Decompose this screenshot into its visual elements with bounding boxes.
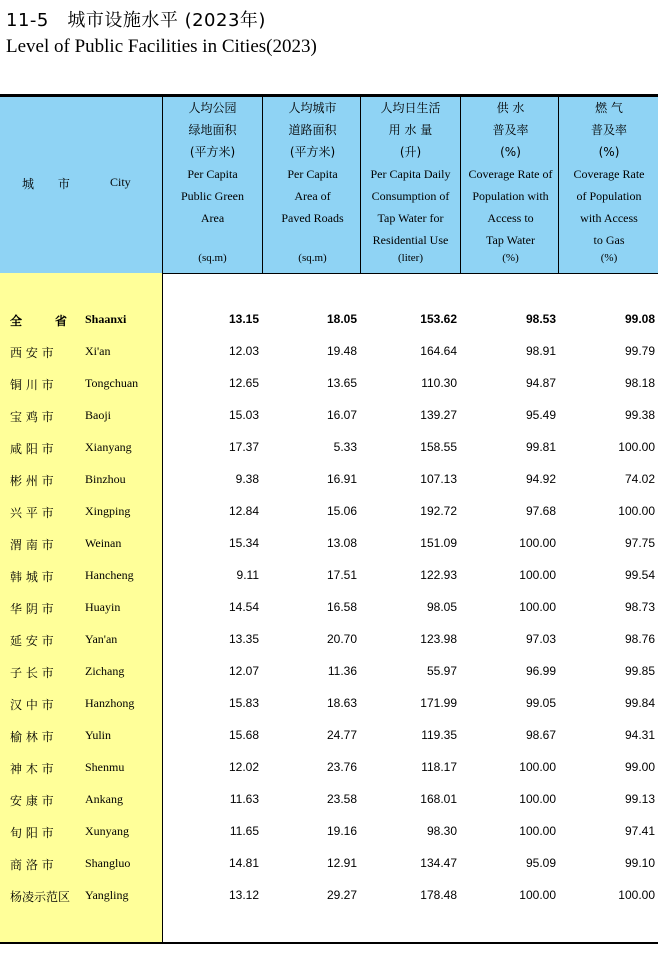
table-row — [0, 824, 658, 856]
cell-value: 18.05 — [326, 312, 357, 326]
column-header-line: Tap Water — [486, 233, 535, 247]
city-name-en: Hancheng — [85, 568, 134, 582]
table-row — [0, 504, 658, 536]
cell-value: 18.63 — [326, 696, 357, 710]
column-header-line: Consumption of — [371, 189, 450, 203]
column-header-line: (%) — [500, 145, 521, 159]
cell-value: 96.99 — [525, 664, 556, 678]
city-name-cn: 全 省 — [10, 314, 71, 328]
cell-value: 17.51 — [326, 568, 357, 582]
cell-value: 171.99 — [420, 696, 457, 710]
column-header-line: with Access — [580, 211, 638, 225]
cell-value: 11.65 — [229, 824, 259, 838]
cell-value: 110.30 — [421, 376, 457, 390]
city-name-en: Xunyang — [85, 824, 129, 838]
cell-value: 94.31 — [624, 728, 655, 742]
cell-value: 29.27 — [326, 888, 357, 902]
column-header-line: (%) — [598, 145, 620, 159]
cell-value: 24.77 — [326, 728, 357, 742]
column-header-line: Residential Use — [372, 233, 449, 247]
cell-value: 123.98 — [420, 632, 457, 646]
city-name-en: Baoji — [85, 408, 111, 422]
cell-value: 99.08 — [624, 312, 655, 326]
city-name-en: Xianyang — [85, 440, 132, 454]
column-header-line: 供 水 — [496, 101, 525, 115]
city-header — [0, 97, 162, 273]
cell-value: 98.73 — [624, 600, 655, 614]
column-header-line: (平方米) — [289, 145, 336, 159]
cell-value: 100.00 — [519, 824, 556, 838]
cell-value: 16.91 — [326, 472, 357, 486]
cell-value: 15.68 — [228, 728, 259, 742]
cell-value: 13.15 — [228, 312, 259, 326]
column-header-line: (升) — [399, 145, 422, 159]
column-header-line: Per Capita Daily — [370, 167, 451, 181]
cell-value: 97.03 — [525, 632, 556, 646]
city-name-cn: 韩 城 市 — [10, 570, 54, 584]
cell-value: 100.00 — [519, 792, 556, 806]
table-row — [0, 888, 658, 920]
column-unit: (sq.m) — [298, 252, 327, 264]
city-name-en: Yulin — [85, 728, 112, 742]
column-header-line: 人均公园 — [188, 101, 237, 115]
city-name-en: Ankang — [85, 792, 123, 806]
city-name-en: Hanzhong — [85, 696, 135, 710]
cell-value: 12.84 — [228, 504, 259, 518]
column-header-line: Per Capita — [287, 167, 338, 181]
city-name-en: Huayin — [85, 600, 121, 614]
city-name-cn: 铜 川 市 — [10, 378, 54, 392]
cell-value: 168.01 — [420, 792, 457, 806]
column-header-1 — [262, 97, 362, 273]
cell-value: 158.55 — [420, 440, 457, 454]
city-header-en: City — [110, 175, 131, 189]
cell-value: 98.76 — [624, 632, 655, 646]
city-name-en: Shangluo — [85, 856, 131, 870]
cell-value: 13.35 — [228, 632, 259, 646]
cell-value: 99.81 — [525, 440, 556, 454]
cell-value: 17.37 — [228, 440, 259, 454]
cell-value: 14.54 — [228, 600, 259, 614]
table-row — [0, 568, 658, 600]
cell-value: 100.00 — [618, 504, 655, 518]
cell-value: 9.11 — [236, 568, 259, 582]
cell-value: 107.13 — [420, 472, 457, 486]
cell-value: 99.54 — [624, 568, 655, 582]
cell-value: 55.97 — [426, 664, 457, 678]
cell-value: 98.53 — [525, 312, 556, 326]
table-row — [0, 312, 658, 344]
cell-value: 100.00 — [618, 888, 655, 902]
cell-value: 13.08 — [326, 536, 357, 550]
city-name-cn: 榆 林 市 — [10, 730, 54, 744]
cell-value: 16.58 — [326, 600, 357, 614]
cell-value: 98.05 — [426, 600, 457, 614]
table-row — [0, 856, 658, 888]
column-header-2 — [360, 97, 460, 273]
cell-value: 16.07 — [326, 408, 357, 422]
cell-value: 5.33 — [333, 440, 357, 454]
cell-value: 23.58 — [326, 792, 357, 806]
cell-value: 12.65 — [228, 376, 259, 390]
table-row — [0, 696, 658, 728]
cell-value: 99.38 — [624, 408, 655, 422]
table-row — [0, 664, 658, 696]
column-header-line: Area — [200, 211, 225, 225]
cell-value: 100.00 — [519, 760, 556, 774]
city-name-en: Tongchuan — [85, 376, 139, 390]
cell-value: 23.76 — [326, 760, 357, 774]
cell-value: 98.67 — [525, 728, 556, 742]
cell-value: 100.00 — [519, 568, 556, 582]
cell-value: 192.72 — [420, 504, 457, 518]
city-name-en: Binzhou — [85, 472, 126, 486]
cell-value: 134.47 — [420, 856, 457, 870]
city-header-cn: 城 市 — [22, 177, 80, 191]
table-header — [0, 97, 658, 274]
table-title-cn: 11-5 城市设施水平 (2023年) — [6, 10, 266, 31]
table-row — [0, 344, 658, 376]
column-header-line: of Population — [576, 189, 642, 203]
column-header-line: Area of — [294, 189, 331, 203]
table-title-en: Level of Public Facilities in Cities(2023) — [6, 36, 317, 57]
column-unit: (%) — [502, 252, 519, 264]
city-name-en: Xingping — [85, 504, 131, 518]
column-header-line: Public Green — [181, 189, 244, 203]
column-header-line: 绿地面积 — [188, 123, 237, 137]
city-name-cn: 商 洛 市 — [10, 858, 54, 872]
column-unit: (sq.m) — [198, 252, 227, 264]
city-name-cn: 渭 南 市 — [10, 538, 54, 552]
city-name-cn: 杨凌示范区 — [10, 890, 71, 904]
cell-value: 97.68 — [525, 504, 556, 518]
table-row — [0, 632, 658, 664]
column-header-line: 人均城市 — [288, 101, 337, 115]
cell-value: 20.70 — [326, 632, 357, 646]
city-name-cn: 兴 平 市 — [10, 506, 54, 520]
column-header-4 — [558, 97, 658, 273]
column-header-0 — [162, 97, 262, 273]
column-header-line: 普及率 — [492, 123, 529, 137]
table-row — [0, 536, 658, 568]
cell-value: 99.00 — [624, 760, 655, 774]
cell-value: 151.09 — [420, 536, 457, 550]
cell-value: 97.75 — [624, 536, 655, 550]
column-header-line: Tap Water for — [377, 211, 444, 225]
cell-value: 99.85 — [624, 664, 655, 678]
column-header-line: Per Capita — [187, 167, 238, 181]
cell-value: 15.83 — [228, 696, 259, 710]
city-name-en: Shenmu — [85, 760, 125, 774]
cell-value: 100.00 — [618, 440, 655, 454]
column-header-line: 人均日生活 — [380, 101, 441, 115]
cell-value: 13.12 — [228, 888, 259, 902]
column-header-line: 道路面积 — [288, 123, 337, 137]
cell-value: 153.62 — [420, 312, 457, 326]
cell-value: 14.81 — [228, 856, 259, 870]
cell-value: 19.48 — [326, 344, 357, 358]
city-name-cn: 子 长 市 — [10, 666, 54, 680]
cell-value: 99.05 — [525, 696, 556, 710]
cell-value: 118.17 — [421, 760, 457, 774]
cell-value: 98.18 — [624, 376, 655, 390]
city-name-en: Zichang — [85, 664, 125, 678]
cell-value: 100.00 — [519, 536, 556, 550]
cell-value: 95.09 — [525, 856, 556, 870]
city-name-cn: 安 康 市 — [10, 794, 54, 808]
cell-value: 99.13 — [624, 792, 655, 806]
cell-value: 95.49 — [525, 408, 556, 422]
column-header-line: 普及率 — [590, 123, 627, 137]
column-unit: (liter) — [397, 252, 424, 264]
column-header-line: (平方米) — [189, 145, 236, 159]
cell-value: 15.34 — [228, 536, 259, 550]
city-name-en: Weinan — [85, 536, 122, 550]
cell-value: 99.79 — [624, 344, 655, 358]
city-name-cn: 汉 中 市 — [10, 698, 54, 712]
column-header-line: to Gas — [593, 233, 625, 247]
cell-value: 12.91 — [326, 856, 357, 870]
cell-value: 12.07 — [228, 664, 259, 678]
cell-value: 178.48 — [420, 888, 457, 902]
cell-value: 122.93 — [420, 568, 457, 582]
table-row — [0, 408, 658, 440]
city-name-cn: 宝 鸡 市 — [10, 410, 54, 424]
city-name-cn: 旬 阳 市 — [10, 826, 54, 840]
cell-value: 15.06 — [326, 504, 357, 518]
city-name-en: Yan'an — [85, 632, 118, 646]
city-name-cn: 西 安 市 — [10, 346, 54, 360]
cell-value: 12.02 — [228, 760, 259, 774]
column-header-line: Population with — [472, 189, 549, 203]
city-name-en: Shaanxi — [85, 312, 127, 326]
city-name-en: Xi'an — [85, 344, 111, 358]
cell-value: 99.84 — [624, 696, 655, 710]
table-row — [0, 600, 658, 632]
cell-value: 100.00 — [519, 888, 556, 902]
table-row — [0, 792, 658, 824]
table-row — [0, 376, 658, 408]
cell-value: 100.00 — [519, 600, 556, 614]
cell-value: 74.02 — [624, 472, 655, 486]
column-header-line: 用 水 量 — [388, 123, 433, 137]
city-name-cn: 咸 阳 市 — [10, 442, 54, 456]
cell-value: 98.30 — [426, 824, 457, 838]
bottom-rule — [0, 942, 658, 944]
cell-value: 11.63 — [229, 792, 259, 806]
cell-value: 99.10 — [624, 856, 655, 870]
column-header-line: Coverage Rate of — [468, 167, 553, 181]
table-row — [0, 728, 658, 760]
cell-value: 9.38 — [235, 472, 259, 486]
city-name-en: Yangling — [85, 888, 129, 902]
city-name-cn: 彬 州 市 — [10, 474, 54, 488]
city-name-cn: 延 安 市 — [10, 634, 54, 648]
cell-value: 139.27 — [420, 408, 457, 422]
column-unit: (%) — [600, 252, 618, 264]
column-header-line: Paved Roads — [281, 211, 344, 225]
cell-value: 119.35 — [421, 728, 457, 742]
cell-value: 164.64 — [420, 344, 457, 358]
city-name-cn: 华 阴 市 — [10, 602, 54, 616]
cell-value: 98.91 — [525, 344, 556, 358]
table-row — [0, 760, 658, 792]
column-header-line: Coverage Rate — [573, 167, 645, 181]
table-row — [0, 440, 658, 472]
cell-value: 97.41 — [624, 824, 655, 838]
cell-value: 13.65 — [326, 376, 357, 390]
table-row — [0, 472, 658, 504]
cell-value: 94.92 — [525, 472, 556, 486]
cell-value: 15.03 — [228, 408, 259, 422]
cell-value: 12.03 — [228, 344, 259, 358]
column-header-3 — [460, 97, 560, 273]
cell-value: 94.87 — [525, 376, 556, 390]
column-header-line: 燃 气 — [595, 101, 623, 115]
city-name-cn: 神 木 市 — [10, 762, 54, 776]
cell-value: 19.16 — [326, 824, 357, 838]
cell-value: 11.36 — [327, 664, 357, 678]
column-header-line: Access to — [487, 211, 534, 225]
